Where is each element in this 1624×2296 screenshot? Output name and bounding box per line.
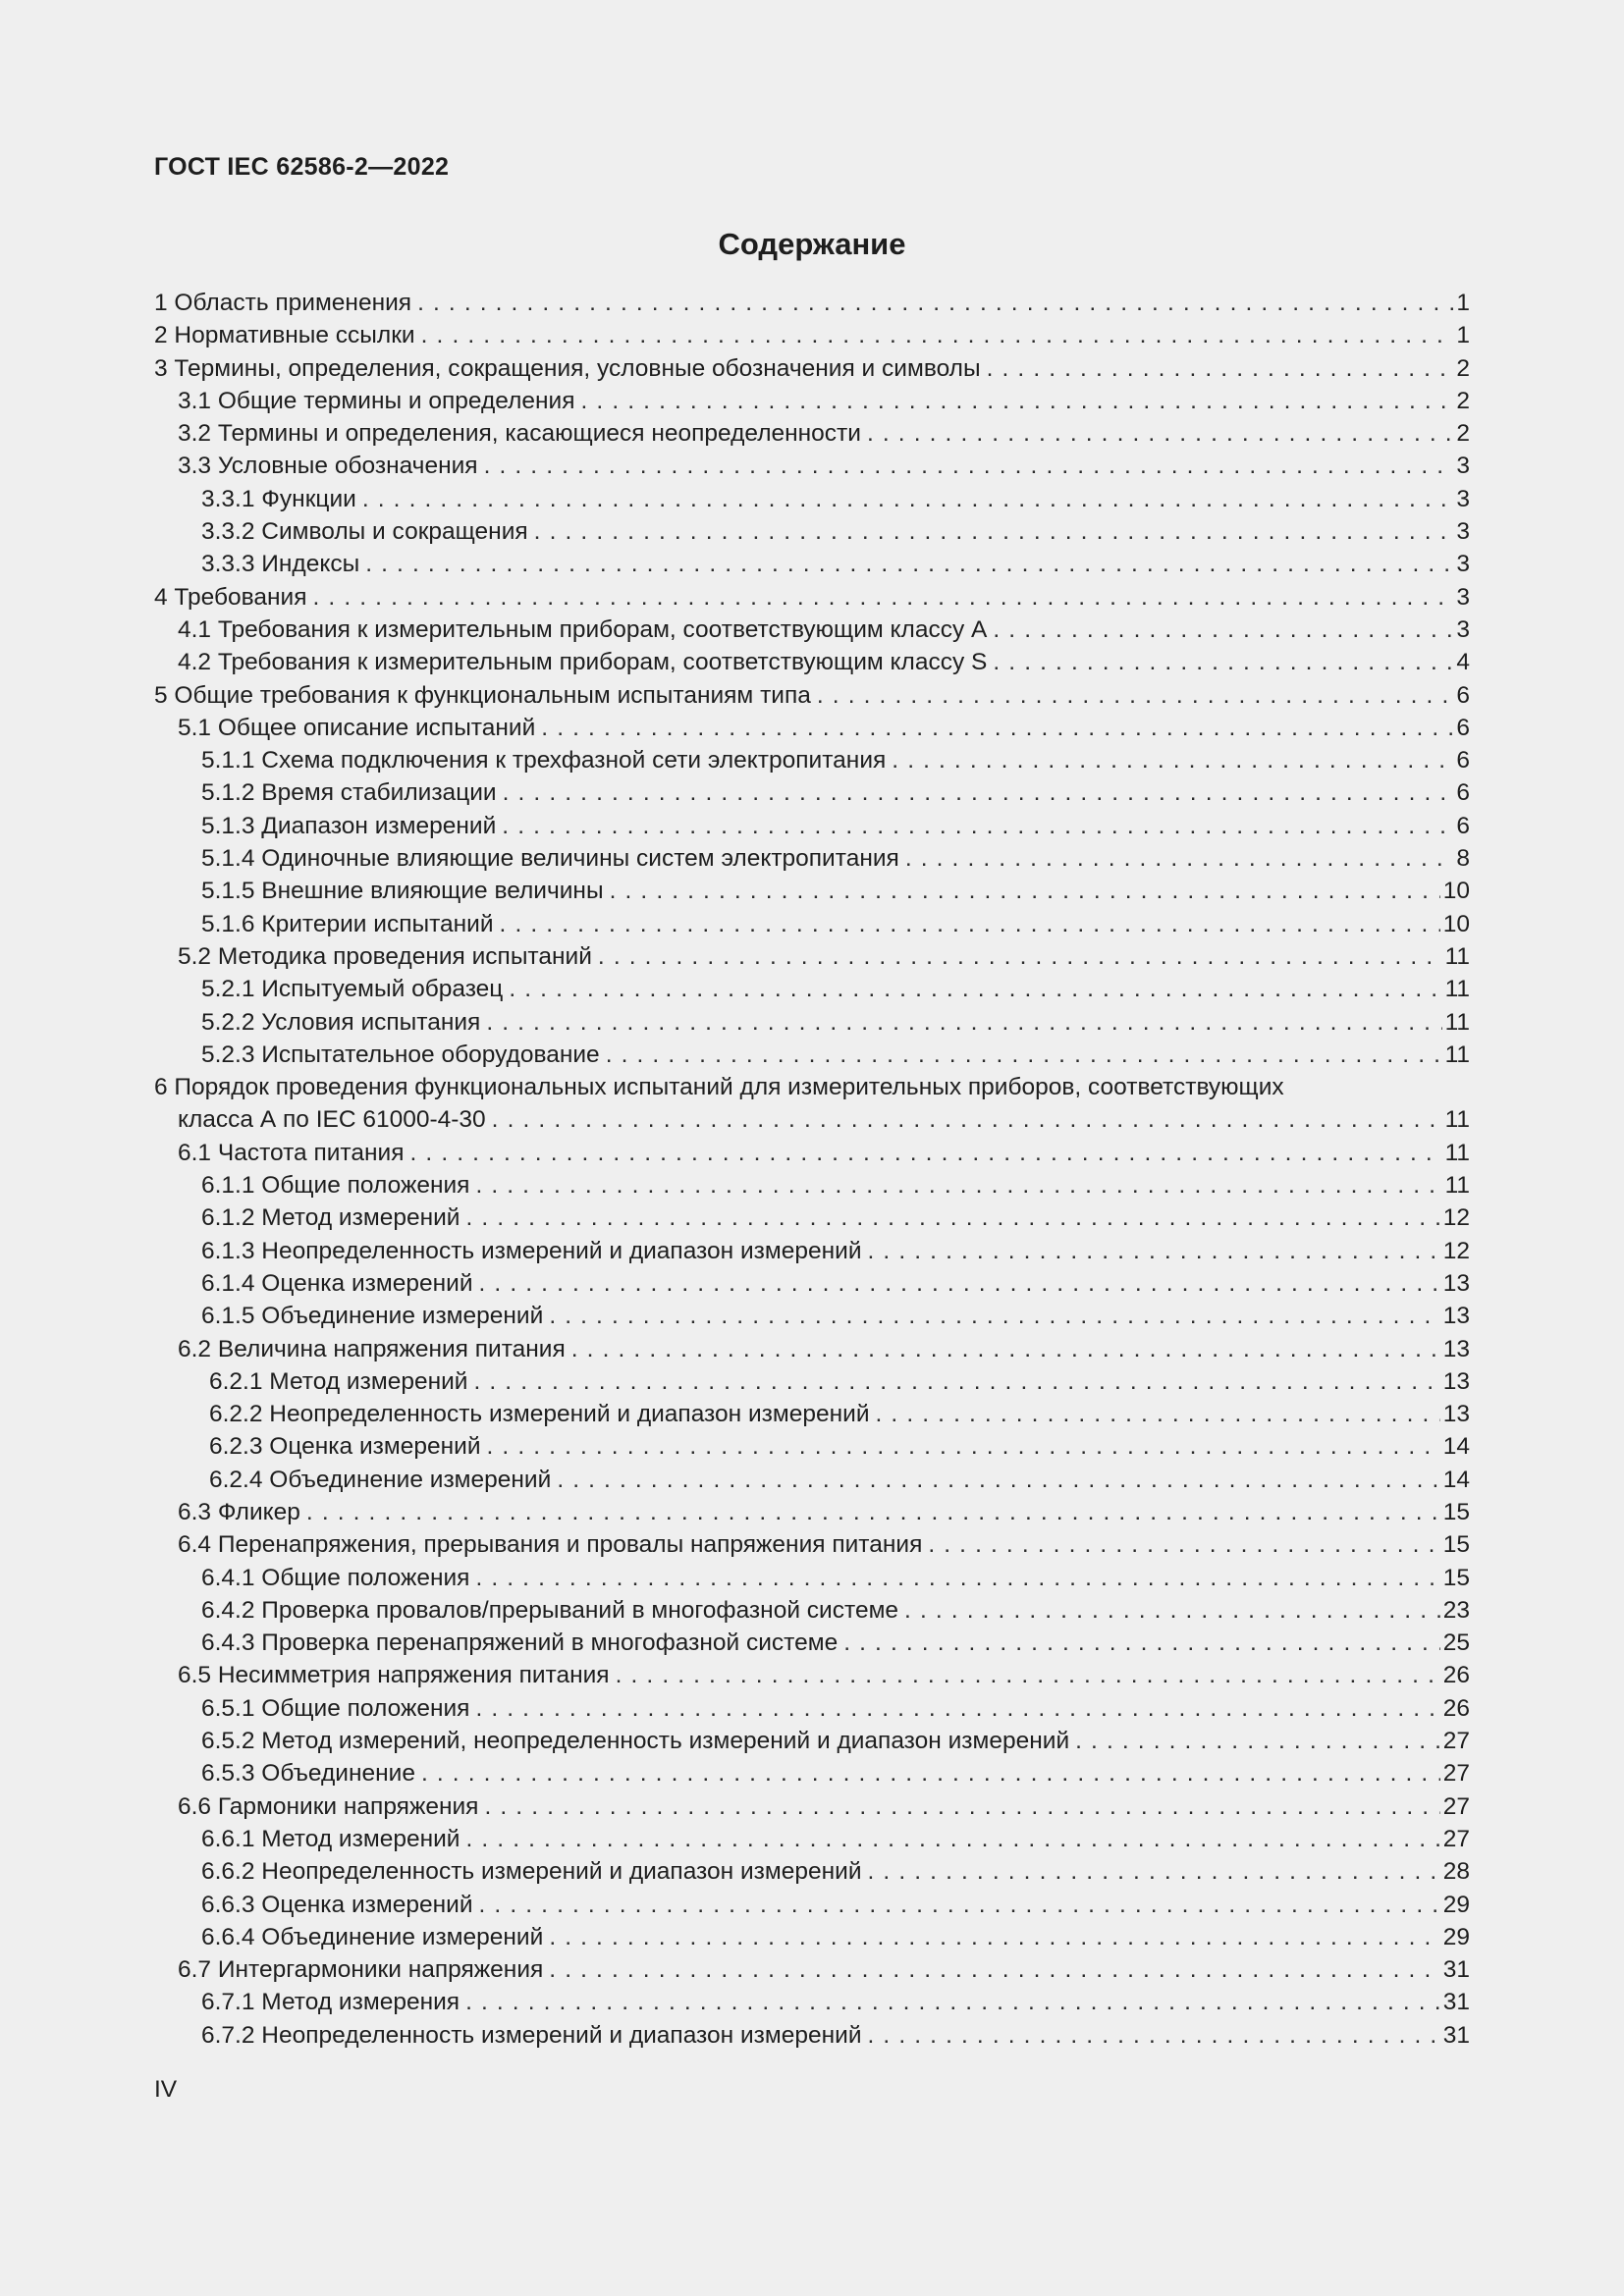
toc-entry-page: 15 (1442, 1498, 1470, 1525)
toc-entry-label: 5.1.5 Внешние влияющие величины (201, 878, 604, 905)
toc-entry[interactable] (154, 712, 1470, 744)
toc-entry[interactable] (154, 1953, 1470, 1986)
toc-entry[interactable] (154, 940, 1470, 973)
dot-leader (598, 940, 1442, 973)
toc-entry-label: 6.7 Интергармоники напряжения (178, 1956, 544, 1984)
toc-entry-label: 6.7.1 Метод измерения (201, 1989, 460, 2016)
toc-entry-page: 31 (1442, 1989, 1470, 2016)
toc-title: Содержание (718, 227, 906, 261)
toc-entry[interactable] (154, 1627, 1470, 1659)
toc-entry-page: 3 (1456, 518, 1470, 546)
toc-entry[interactable] (154, 810, 1470, 842)
toc-entry-label: 6.1.1 Общие положения (201, 1172, 470, 1200)
dot-leader (421, 319, 1454, 351)
toc-entry-page: 14 (1442, 1433, 1470, 1461)
toc-entry[interactable] (154, 2019, 1470, 2052)
toc-entry[interactable] (154, 1790, 1470, 1823)
toc-entry-page: 6 (1456, 812, 1470, 839)
toc-entry-label: 6.6.4 Объединение измерений (201, 1923, 544, 1950)
toc-entry-page: 2 (1456, 420, 1470, 448)
toc-entry[interactable] (154, 1496, 1470, 1528)
dot-leader (843, 1627, 1440, 1659)
toc-entry[interactable] (154, 1855, 1470, 1888)
toc-entry-page: 12 (1442, 1204, 1470, 1232)
toc-entry[interactable] (154, 548, 1470, 580)
toc-entry-label: 3.3.1 Функции (201, 485, 356, 512)
toc-entry[interactable] (154, 1921, 1470, 1953)
toc-entry-page: 28 (1442, 1858, 1470, 1886)
dot-leader (616, 1659, 1440, 1691)
toc-entry-page: 3 (1456, 583, 1470, 611)
toc-entry-page: 2 (1456, 354, 1470, 382)
toc-entry-label: 5.1.6 Критерии испытаний (201, 910, 494, 937)
toc-entry[interactable] (154, 973, 1470, 1005)
toc-entry[interactable] (154, 614, 1470, 646)
toc-entry-label: 3.3.2 Символы и сокращения (201, 518, 528, 546)
toc-entry-page: 11 (1444, 976, 1470, 1003)
toc-entry-label: 5.2.3 Испытательное оборудование (201, 1041, 600, 1068)
toc-entry[interactable] (154, 1300, 1470, 1332)
toc-entry[interactable] (154, 1398, 1470, 1430)
dot-leader (928, 1528, 1439, 1561)
toc-entry-page: 29 (1442, 1891, 1470, 1918)
dot-leader (475, 1562, 1439, 1594)
toc-entry-page: 27 (1442, 1760, 1470, 1788)
dot-leader (541, 712, 1453, 744)
toc-entry-page: 27 (1442, 1825, 1470, 1852)
dot-leader (362, 483, 1454, 515)
toc-entry-continuation[interactable] (154, 1103, 1470, 1136)
toc-entry-label: 4.1 Требования к измерительным приборам, соответствующим классу А (178, 615, 988, 643)
toc-entry-page: 26 (1442, 1662, 1470, 1689)
toc-entry[interactable] (154, 908, 1470, 940)
toc-entry-page: 2 (1456, 387, 1470, 414)
dot-leader (475, 1169, 1441, 1201)
toc-entry-page: 13 (1442, 1269, 1470, 1297)
dot-leader (549, 1300, 1439, 1332)
toc-entry-page: 13 (1442, 1303, 1470, 1330)
toc-entry-label: 6.1.4 Оценка измерений (201, 1269, 473, 1297)
toc-entry-page: 3 (1456, 615, 1470, 643)
toc-entry-label: 6.2 Величина напряжения питания (178, 1335, 566, 1362)
toc-entry-label: 4.2 Требования к измерительным приборам, соответствующим классу S (178, 649, 988, 676)
dot-leader (993, 646, 1453, 678)
dot-leader (509, 973, 1441, 1005)
toc-entry[interactable] (154, 1725, 1470, 1757)
toc-entry[interactable] (154, 1039, 1470, 1071)
toc-entry-page: 10 (1442, 878, 1470, 905)
toc-entry[interactable] (154, 450, 1470, 482)
toc-entry-label: 5.2.1 Испытуемый образец (201, 976, 504, 1003)
dot-leader (479, 1889, 1440, 1921)
toc-entry-label: 5.1.3 Диапазон измерений (201, 812, 497, 839)
toc-entry-label: 6.1.5 Объединение измерений (201, 1303, 544, 1330)
dot-leader (987, 352, 1454, 385)
dot-leader (313, 581, 1454, 614)
toc-entry-page: 23 (1442, 1596, 1470, 1624)
dot-leader (473, 1365, 1439, 1398)
dot-leader (892, 744, 1453, 776)
toc-entry[interactable] (154, 1594, 1470, 1627)
dot-leader (610, 875, 1440, 907)
toc-entry[interactable] (154, 1137, 1470, 1169)
toc-entry-page: 3 (1456, 453, 1470, 480)
toc-entry-label: 6.4.2 Проверка провалов/прерываний в многофазной системе (201, 1596, 899, 1624)
toc-entry-label: 1 Область применения (154, 290, 412, 316)
toc-entry[interactable] (154, 1071, 1470, 1103)
toc-entry-page: 10 (1442, 910, 1470, 937)
toc-entry-page: 1 (1456, 290, 1470, 316)
toc-entry[interactable] (154, 646, 1470, 678)
toc-entry-label: 6.5.2 Метод измерений, неопределенность измерений и диапазон измерений (201, 1728, 1070, 1755)
dot-leader (475, 1692, 1439, 1725)
toc-entry[interactable] (154, 287, 1470, 319)
toc-entry[interactable] (154, 1464, 1470, 1496)
toc-entry-page: 13 (1442, 1401, 1470, 1428)
toc-entry-label: 5.1 Общее описание испытаний (178, 714, 536, 741)
toc-entry-label: 6.5.3 Объединение (201, 1760, 415, 1788)
dot-leader (502, 810, 1453, 842)
toc-entry-page: 25 (1442, 1629, 1470, 1657)
toc-entry[interactable] (154, 417, 1470, 450)
dot-leader (606, 1039, 1442, 1071)
toc-entry-page: 26 (1442, 1694, 1470, 1722)
toc-entry-page: 6 (1456, 747, 1470, 774)
dot-leader (817, 679, 1453, 712)
toc-entry-page: 11 (1444, 1041, 1470, 1068)
toc-entry-page: 11 (1444, 1106, 1470, 1134)
dot-leader (557, 1464, 1439, 1496)
toc-entry-label: 3 Термины, определения, сокращения, условные обозначения и символы (154, 354, 981, 382)
toc-entry[interactable] (154, 515, 1470, 548)
dot-leader (571, 1333, 1440, 1365)
dot-leader (868, 2019, 1440, 2052)
dot-leader (306, 1496, 1440, 1528)
toc-entry-label: 6.6 Гармоники напряжения (178, 1792, 479, 1820)
toc-entry-label: 4 Требования (154, 583, 307, 611)
toc-entry[interactable] (154, 1235, 1470, 1267)
toc-entry-label: 5.1.2 Время стабилизации (201, 779, 497, 807)
toc-entry[interactable] (154, 385, 1470, 417)
toc-entry[interactable] (154, 744, 1470, 776)
toc-entry[interactable] (154, 1986, 1470, 2018)
dot-leader (484, 450, 1454, 482)
dot-leader (487, 1430, 1440, 1463)
toc-entry-page: 3 (1456, 485, 1470, 512)
table-of-contents (154, 287, 1470, 2052)
toc-entry-label: 6.1.2 Метод измерений (201, 1204, 460, 1232)
dot-leader (365, 548, 1453, 580)
toc-entry-page: 13 (1442, 1335, 1470, 1362)
toc-entry-label: 5.2.2 Условия испытания (201, 1008, 481, 1036)
toc-entry-label: 6.4.3 Проверка перенапряжений в многофазной системе (201, 1629, 839, 1657)
toc-entry-page: 27 (1442, 1792, 1470, 1820)
toc-entry-label: 6.5 Несимметрия напряжения питания (178, 1662, 610, 1689)
toc-entry-page: 6 (1456, 681, 1470, 709)
toc-entry[interactable] (154, 1365, 1470, 1398)
toc-entry-page: 31 (1442, 1956, 1470, 1984)
toc-entry[interactable] (154, 1889, 1470, 1921)
toc-entry[interactable] (154, 776, 1470, 809)
toc-entry-label: 6.2.2 Неопределенность измерений и диапазон измерений (209, 1401, 870, 1428)
toc-entry[interactable] (154, 1659, 1470, 1691)
toc-entry-label: 6.5.1 Общие положения (201, 1694, 470, 1722)
toc-entry-page: 15 (1442, 1531, 1470, 1559)
dot-leader (549, 1921, 1439, 1953)
toc-entry-page: 6 (1456, 714, 1470, 741)
toc-entry-label: 5.2 Методика проведения испытаний (178, 942, 592, 970)
toc-entry[interactable] (154, 875, 1470, 907)
dot-leader (534, 515, 1454, 548)
toc-entry-page: 29 (1442, 1923, 1470, 1950)
toc-entry-label: 6.2.1 Метод измерений (209, 1367, 468, 1395)
toc-entry-label: 5.1.1 Схема подключения к трехфазной сети электропитания (201, 747, 887, 774)
toc-entry-page: 1 (1456, 322, 1470, 349)
toc-entry-page: 13 (1442, 1367, 1470, 1395)
toc-entry[interactable] (154, 1169, 1470, 1201)
dot-leader (417, 287, 1453, 319)
dot-leader (465, 1823, 1439, 1855)
toc-entry-page: 27 (1442, 1728, 1470, 1755)
dot-leader (867, 417, 1453, 450)
toc-entry-label: 3.2 Термины и определения, касающиеся неопределенности (178, 420, 861, 448)
toc-entry-label: 6.6.2 Неопределенность измерений и диапазон измерений (201, 1858, 862, 1886)
toc-entry-label: 6.6.3 Оценка измерений (201, 1891, 473, 1918)
dot-leader (421, 1757, 1440, 1789)
toc-entry-label: 6 Порядок проведения функциональных испытаний для измерительных приборов, соответствующих (154, 1074, 1284, 1101)
toc-entry[interactable] (154, 483, 1470, 515)
toc-entry-label: 6.2.3 Оценка измерений (209, 1433, 481, 1461)
toc-entry-label: 6.1.3 Неопределенность измерений и диапазон измерений (201, 1237, 862, 1264)
dot-leader (904, 1594, 1440, 1627)
toc-entry[interactable] (154, 1430, 1470, 1463)
dot-leader (492, 1103, 1442, 1136)
toc-entry[interactable] (154, 352, 1470, 385)
toc-entry-label: 6.2.4 Объединение измерений (209, 1466, 552, 1493)
toc-entry-page: 11 (1444, 1139, 1470, 1166)
toc-entry[interactable] (154, 1757, 1470, 1789)
toc-entry[interactable] (154, 1528, 1470, 1561)
toc-entry-label: 5.1.4 Одиночные влияющие величины систем электропитания (201, 845, 899, 873)
toc-entry-page: 8 (1456, 845, 1470, 873)
toc-entry-label: 6.4 Перенапряжения, прерывания и провалы напряжения питания (178, 1531, 923, 1559)
toc-entry-label: 3.1 Общие термины и определения (178, 387, 575, 414)
toc-entry[interactable] (154, 1267, 1470, 1300)
toc-entry[interactable] (154, 319, 1470, 351)
toc-entry-label: 3.3.3 Индексы (201, 551, 360, 578)
toc-entry[interactable] (154, 1006, 1470, 1039)
dot-leader (1075, 1725, 1440, 1757)
dot-leader (549, 1953, 1439, 1986)
toc-entry-label: 2 Нормативные ссылки (154, 322, 415, 349)
dot-leader (905, 842, 1454, 875)
toc-entry[interactable] (154, 1333, 1470, 1365)
toc-entry[interactable] (154, 1823, 1470, 1855)
toc-entry-page: 14 (1442, 1466, 1470, 1493)
dot-leader (486, 1006, 1441, 1039)
toc-entry[interactable] (154, 679, 1470, 712)
toc-entry-page: 31 (1442, 2021, 1470, 2049)
toc-entry-page: 11 (1444, 1008, 1470, 1036)
dot-leader (484, 1790, 1439, 1823)
toc-entry[interactable] (154, 842, 1470, 875)
toc-entry-label: 6.1 Частота питания (178, 1139, 405, 1166)
toc-entry-label: 6.4.1 Общие положения (201, 1564, 470, 1591)
toc-entry-label: класса А по IEC 61000-4-30 (178, 1106, 486, 1134)
dot-leader (876, 1398, 1440, 1430)
dot-leader (993, 614, 1453, 646)
dot-leader (581, 385, 1454, 417)
toc-entry[interactable] (154, 581, 1470, 614)
toc-entry-page: 6 (1456, 779, 1470, 807)
document-code: ГОСТ IEC 62586-2—2022 (154, 153, 450, 181)
toc-entry-page: 4 (1456, 649, 1470, 676)
toc-entry[interactable] (154, 1692, 1470, 1725)
toc-entry-label: 5 Общие требования к функциональным испытаниям типа (154, 681, 811, 709)
dot-leader (868, 1235, 1440, 1267)
toc-entry-page: 12 (1442, 1237, 1470, 1264)
dot-leader (410, 1137, 1442, 1169)
dot-leader (503, 776, 1454, 809)
toc-entry-page: 11 (1444, 942, 1470, 970)
toc-entry[interactable] (154, 1562, 1470, 1594)
toc-entry-page: 11 (1444, 1172, 1470, 1200)
toc-entry-label: 3.3 Условные обозначения (178, 453, 478, 480)
toc-entry-page: 15 (1442, 1564, 1470, 1591)
dot-leader (465, 1201, 1439, 1234)
dot-leader (479, 1267, 1440, 1300)
dot-leader (465, 1986, 1440, 2018)
toc-entry[interactable] (154, 1201, 1470, 1234)
toc-entry-label: 6.7.2 Неопределенность измерений и диапазон измерений (201, 2021, 862, 2049)
toc-entry-label: 6.6.1 Метод измерений (201, 1825, 460, 1852)
dot-leader (868, 1855, 1440, 1888)
page-number: IV (154, 2076, 178, 2103)
dot-leader (500, 908, 1440, 940)
toc-entry-page: 3 (1456, 551, 1470, 578)
toc-entry-label: 6.3 Фликер (178, 1498, 300, 1525)
